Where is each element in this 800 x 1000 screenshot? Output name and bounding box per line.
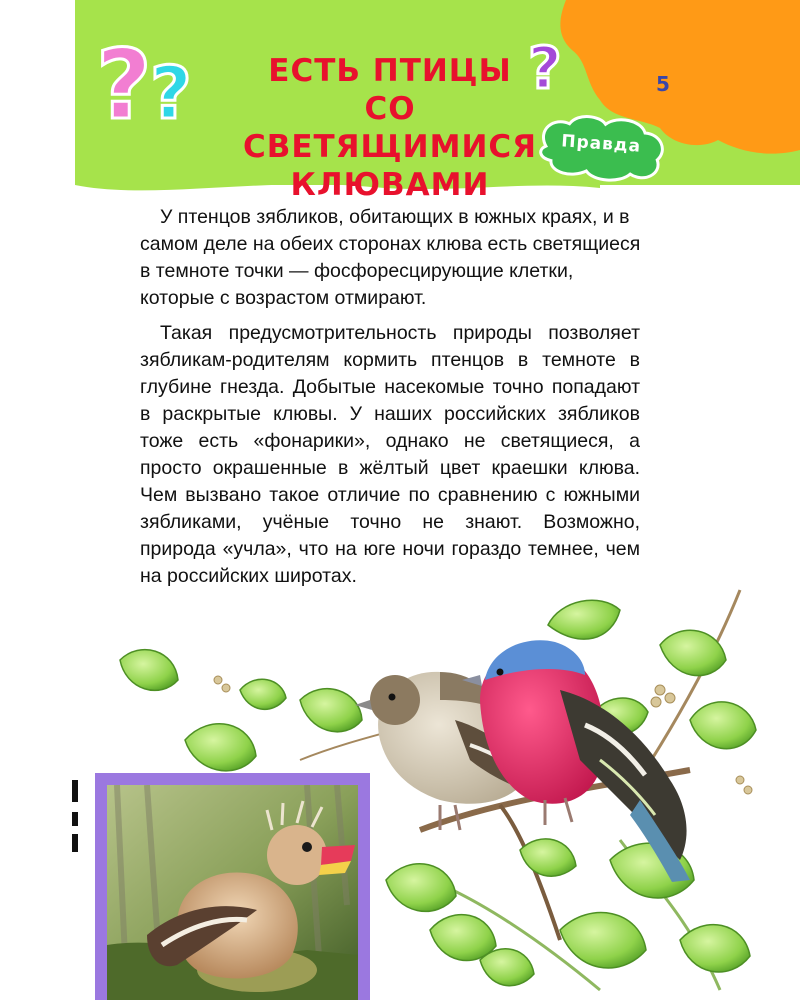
svg-text:?: ?: [150, 51, 192, 135]
page-number: 5: [656, 72, 670, 96]
svg-text:?: ?: [96, 29, 152, 141]
male-chaffinch: [462, 640, 690, 882]
paragraph-1: У птенцов зябликов, обитающих в южных краях, и в самом деле на обеих сторонах клюва есть светящиеся в темноте точки — фосфоресцирующие клетки, которые с возрастом отмирают.: [140, 206, 641, 309]
title-line-1: ЕСТЬ ПТИЦЫ: [268, 53, 512, 89]
badge-label: Правда: [560, 131, 642, 157]
title-line-3: КЛЮВАМИ: [290, 167, 490, 203]
chaffinch-chick-photo: [107, 785, 358, 1000]
paragraph-2: Такая предусмотрительность природы позволяет зябликам-родителям кормить птенцов в темноте в глубине гнезда. Добытые насекомые точно попадают в раскрытые клювы. У наших российских зябликов тоже есть «фонарики», однако не светящиеся, а просто окрашенные в жёлтый цвет краешки клюва. Чем вызвано такое отличие по сравнению с южными зябликами, учёные точно не знают. Возможно, природа «учла», что на юге ночи гораздо темнее, чем на российских широтах.: [140, 322, 640, 587]
svg-text:?: ?: [528, 34, 562, 102]
title-line-2: СО СВЕТЯЩИМИСЯ: [242, 91, 538, 165]
